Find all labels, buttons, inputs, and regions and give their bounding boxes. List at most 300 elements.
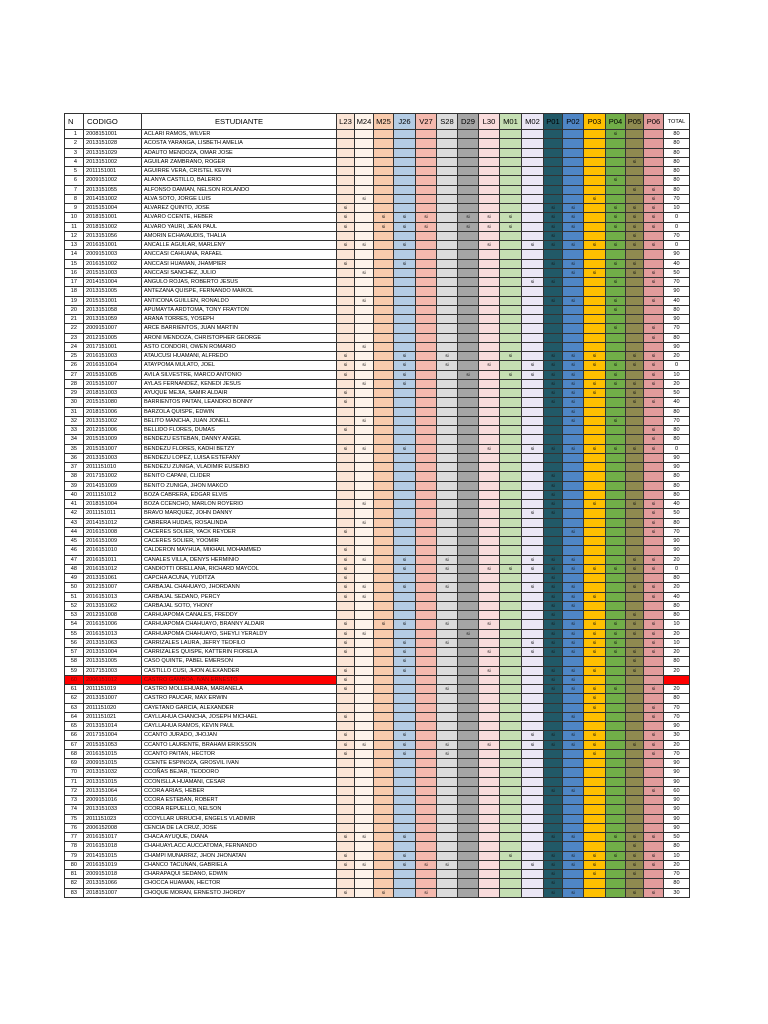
attendance-cell-d29 (458, 805, 479, 814)
row-number: 66 (65, 731, 84, 740)
attendance-cell-d29 (458, 509, 479, 518)
attendance-cell-p06: si (644, 565, 664, 574)
attendance-cell-p03 (584, 583, 606, 592)
attendance-cell-p04 (606, 889, 626, 898)
attendance-cell-p01 (544, 343, 563, 352)
row-number: 72 (65, 787, 84, 796)
attendance-cell-m24 (355, 509, 374, 518)
attendance-cell-s28 (437, 398, 458, 407)
attendance-cell-m01 (500, 750, 522, 759)
attendance-cell-d29 (458, 694, 479, 703)
student-name: CHACA AYUQUE, DIANA (142, 833, 337, 842)
attendance-cell-m25 (374, 833, 394, 842)
attendance-cell-m01 (500, 408, 522, 417)
attendance-cell-d29 (458, 731, 479, 740)
attendance-cell-l23: si (337, 204, 355, 213)
student-code: 2014151015 (84, 852, 142, 861)
attendance-cell-p05 (626, 704, 644, 713)
attendance-cell-v27: si (416, 889, 437, 898)
attendance-cell-m02 (522, 528, 544, 537)
attendance-cell-m24 (355, 889, 374, 898)
attendance-cell-m02 (522, 852, 544, 861)
attendance-cell-m25 (374, 676, 394, 685)
attendance-cell-v27 (416, 796, 437, 805)
attendance-cell-p04: si (606, 833, 626, 842)
attendance-cell-m02: si (522, 556, 544, 565)
attendance-cell-p03 (584, 833, 606, 842)
attendance-cell-d29 (458, 500, 479, 509)
row-number: 11 (65, 223, 84, 232)
attendance-cell-l30: si (479, 620, 500, 629)
attendance-cell-d29 (458, 852, 479, 861)
student-code: 2012151005 (84, 334, 142, 343)
attendance-cell-m25 (374, 685, 394, 694)
attendance-cell-l23: si (337, 546, 355, 555)
attendance-cell-d29: si (458, 630, 479, 639)
attendance-cell-p03: si (584, 352, 606, 361)
attendance-cell-l23 (337, 232, 355, 241)
attendance-cell-p02: si (563, 213, 584, 222)
attendance-cell-p05: si (626, 361, 644, 370)
attendance-cell-p05 (626, 435, 644, 444)
total-cell: 40 (664, 398, 690, 407)
attendance-cell-d29 (458, 704, 479, 713)
total-cell: 80 (664, 408, 690, 417)
table-row (65, 398, 690, 407)
attendance-cell-v27 (416, 361, 437, 370)
attendance-cell-s28 (437, 815, 458, 824)
attendance-cell-p06: si (644, 278, 664, 287)
header-estudiante: ESTUDIANTE (142, 114, 337, 130)
attendance-cell-p03 (584, 463, 606, 472)
attendance-cell-l30 (479, 352, 500, 361)
attendance-cell-p06: si (644, 241, 664, 250)
attendance-cell-j26 (394, 528, 416, 537)
attendance-cell-l23 (337, 149, 355, 158)
total-cell: 20 (664, 630, 690, 639)
attendance-cell-p03 (584, 287, 606, 296)
attendance-cell-p04 (606, 805, 626, 814)
attendance-cell-p02: si (563, 352, 584, 361)
attendance-cell-m02 (522, 879, 544, 888)
student-code: 2013151058 (84, 306, 142, 315)
attendance-cell-l30 (479, 861, 500, 870)
attendance-cell-m25 (374, 426, 394, 435)
attendance-cell-m01 (500, 546, 522, 555)
attendance-cell-s28 (437, 852, 458, 861)
attendance-cell-l30 (479, 879, 500, 888)
attendance-cell-m25 (374, 778, 394, 787)
student-name: ALVAREZ QUINTO, JOSE (142, 204, 337, 213)
table-row (65, 778, 690, 787)
total-cell: 80 (664, 574, 690, 583)
total-cell: 80 (664, 491, 690, 500)
attendance-cell-j26 (394, 389, 416, 398)
table-row (65, 741, 690, 750)
attendance-cell-l23 (337, 704, 355, 713)
attendance-cell-p02 (563, 842, 584, 851)
attendance-cell-l30 (479, 463, 500, 472)
attendance-cell-l30 (479, 176, 500, 185)
attendance-cell-m01 (500, 241, 522, 250)
attendance-cell-m24 (355, 657, 374, 666)
attendance-cell-p01 (544, 704, 563, 713)
attendance-cell-j26 (394, 870, 416, 879)
attendance-cell-p06: si (644, 741, 664, 750)
table-row (65, 620, 690, 629)
attendance-cell-m24 (355, 371, 374, 380)
table-row (65, 139, 690, 148)
row-number: 70 (65, 768, 84, 777)
attendance-cell-p03: si (584, 750, 606, 759)
attendance-cell-p03 (584, 204, 606, 213)
student-code: 2014151004 (84, 278, 142, 287)
attendance-cell-m25 (374, 158, 394, 167)
attendance-cell-p02: si (563, 889, 584, 898)
attendance-cell-m24 (355, 852, 374, 861)
attendance-cell-l23 (337, 824, 355, 833)
attendance-cell-j26: si (394, 648, 416, 657)
attendance-cell-v27: si (416, 861, 437, 870)
attendance-cell-v27 (416, 500, 437, 509)
total-cell: 80 (664, 139, 690, 148)
attendance-cell-p01 (544, 139, 563, 148)
attendance-cell-m24 (355, 482, 374, 491)
attendance-cell-m02 (522, 324, 544, 333)
attendance-cell-p02: si (563, 648, 584, 657)
attendance-cell-p05 (626, 713, 644, 722)
header-p04: P04 (606, 114, 626, 130)
student-name: CCONISLLA HUAMANI, CESAR (142, 778, 337, 787)
attendance-cell-m01 (500, 250, 522, 259)
header-total: TOTAL (664, 114, 690, 130)
attendance-cell-p03 (584, 139, 606, 148)
attendance-cell-p05 (626, 593, 644, 602)
attendance-cell-p06: si (644, 583, 664, 592)
attendance-cell-p02: si (563, 223, 584, 232)
attendance-cell-p03 (584, 408, 606, 417)
attendance-cell-p05 (626, 750, 644, 759)
attendance-cell-l30 (479, 315, 500, 324)
attendance-cell-d29 (458, 889, 479, 898)
student-code: 2017151002 (84, 472, 142, 481)
attendance-cell-p06 (644, 667, 664, 676)
attendance-cell-p01: si (544, 361, 563, 370)
student-code: 2016151010 (84, 546, 142, 555)
attendance-cell-p05 (626, 759, 644, 768)
attendance-cell-l23 (337, 315, 355, 324)
attendance-cell-p02: si (563, 741, 584, 750)
attendance-cell-p03: si (584, 445, 606, 454)
student-code: 2018151001 (84, 213, 142, 222)
attendance-cell-s28 (437, 463, 458, 472)
attendance-cell-m25 (374, 500, 394, 509)
table-row (65, 213, 690, 222)
attendance-cell-m25 (374, 824, 394, 833)
attendance-cell-p06 (644, 454, 664, 463)
table-row (65, 352, 690, 361)
attendance-cell-p02: si (563, 417, 584, 426)
attendance-cell-p02: si (563, 371, 584, 380)
attendance-cell-l23 (337, 509, 355, 518)
student-code: 2011151010 (84, 463, 142, 472)
attendance-cell-m01 (500, 186, 522, 195)
attendance-cell-m25 (374, 509, 394, 518)
total-cell: 90 (664, 315, 690, 324)
attendance-cell-p01 (544, 528, 563, 537)
student-code: 2014151009 (84, 482, 142, 491)
table-row (65, 186, 690, 195)
attendance-cell-p05: si (626, 556, 644, 565)
attendance-cell-m24 (355, 565, 374, 574)
attendance-cell-p05 (626, 130, 644, 139)
attendance-cell-j26 (394, 824, 416, 833)
attendance-cell-m25 (374, 149, 394, 158)
row-number: 79 (65, 852, 84, 861)
student-name: BARZOLA QUISPE, EDWIN (142, 408, 337, 417)
attendance-cell-s28 (437, 287, 458, 296)
attendance-cell-m24 (355, 213, 374, 222)
attendance-cell-p02 (563, 778, 584, 787)
attendance-cell-p02 (563, 195, 584, 204)
total-cell: 90 (664, 778, 690, 787)
attendance-cell-p05 (626, 639, 644, 648)
attendance-cell-v27 (416, 741, 437, 750)
attendance-cell-p01: si (544, 297, 563, 306)
attendance-cell-l23 (337, 435, 355, 444)
student-code: 2013151004 (84, 648, 142, 657)
attendance-cell-l23 (337, 130, 355, 139)
student-code: 2017151004 (84, 731, 142, 740)
attendance-cell-p04 (606, 528, 626, 537)
student-code: 2013151002 (84, 417, 142, 426)
student-name: CHANCO TACUNAN, GABRIELA (142, 861, 337, 870)
total-cell: 50 (664, 833, 690, 842)
attendance-cell-p04 (606, 334, 626, 343)
attendance-cell-m01 (500, 889, 522, 898)
attendance-cell-p03 (584, 602, 606, 611)
total-cell: 10 (664, 620, 690, 629)
attendance-cell-m02 (522, 297, 544, 306)
attendance-cell-v27 (416, 445, 437, 454)
attendance-cell-m02 (522, 685, 544, 694)
attendance-cell-l30 (479, 186, 500, 195)
attendance-cell-m01 (500, 685, 522, 694)
student-name: BENDEZU ZUNIGA, VLADIMIR EUSEBIO (142, 463, 337, 472)
attendance-cell-s28 (437, 805, 458, 814)
table-row (65, 408, 690, 417)
table-row (65, 500, 690, 509)
attendance-cell-j26: si (394, 352, 416, 361)
attendance-cell-d29 (458, 750, 479, 759)
attendance-cell-p03 (584, 417, 606, 426)
attendance-cell-l30 (479, 611, 500, 620)
attendance-cell-p06: si (644, 731, 664, 740)
attendance-cell-m01 (500, 334, 522, 343)
table-row (65, 833, 690, 842)
attendance-cell-l30 (479, 824, 500, 833)
attendance-cell-p05 (626, 454, 644, 463)
attendance-cell-p01: si (544, 380, 563, 389)
attendance-cell-l30 (479, 408, 500, 417)
attendance-cell-p06 (644, 694, 664, 703)
attendance-cell-m24: si (355, 343, 374, 352)
attendance-cell-p02 (563, 278, 584, 287)
attendance-cell-j26 (394, 519, 416, 528)
attendance-cell-p04: si (606, 223, 626, 232)
attendance-cell-j26 (394, 704, 416, 713)
total-cell: 70 (664, 417, 690, 426)
attendance-cell-p04: si (606, 630, 626, 639)
attendance-cell-j26: si (394, 620, 416, 629)
attendance-cell-l30 (479, 278, 500, 287)
attendance-cell-v27 (416, 722, 437, 731)
attendance-cell-m02 (522, 223, 544, 232)
student-code: 2016151009 (84, 537, 142, 546)
attendance-cell-m01: si (500, 223, 522, 232)
attendance-cell-p05 (626, 417, 644, 426)
attendance-cell-p04 (606, 796, 626, 805)
attendance-cell-d29 (458, 583, 479, 592)
header-m24: M24 (355, 114, 374, 130)
attendance-cell-v27 (416, 149, 437, 158)
attendance-cell-p02: si (563, 593, 584, 602)
attendance-cell-p04 (606, 315, 626, 324)
attendance-cell-j26 (394, 287, 416, 296)
attendance-cell-p04 (606, 842, 626, 851)
attendance-cell-l23: si (337, 361, 355, 370)
attendance-cell-m25 (374, 463, 394, 472)
attendance-cell-m25 (374, 694, 394, 703)
student-name: CCOYLLAR URRUCHI, ENGELS VLADIMIR (142, 815, 337, 824)
attendance-cell-l23 (337, 815, 355, 824)
attendance-cell-m01 (500, 454, 522, 463)
student-name: ARCE BARRIENTOS, JUAN MARTIN (142, 324, 337, 333)
student-code: 2013151005 (84, 287, 142, 296)
attendance-cell-p05 (626, 509, 644, 518)
table-row (65, 824, 690, 833)
attendance-cell-v27 (416, 186, 437, 195)
attendance-cell-p03 (584, 482, 606, 491)
attendance-cell-m24 (355, 389, 374, 398)
attendance-cell-m02 (522, 186, 544, 195)
attendance-cell-m01: si (500, 565, 522, 574)
attendance-cell-l23 (337, 491, 355, 500)
total-cell: 70 (664, 232, 690, 241)
attendance-cell-d29 (458, 149, 479, 158)
attendance-cell-p04: si (606, 204, 626, 213)
attendance-cell-l30 (479, 778, 500, 787)
attendance-cell-p06: si (644, 648, 664, 657)
attendance-cell-m24 (355, 463, 374, 472)
attendance-cell-m24 (355, 287, 374, 296)
attendance-cell-p03 (584, 657, 606, 666)
student-code: 2006152008 (84, 824, 142, 833)
attendance-cell-s28 (437, 408, 458, 417)
attendance-cell-v27 (416, 648, 437, 657)
attendance-cell-m02 (522, 519, 544, 528)
attendance-cell-s28 (437, 519, 458, 528)
table-row (65, 583, 690, 592)
attendance-cell-p05: si (626, 158, 644, 167)
attendance-cell-p02 (563, 537, 584, 546)
attendance-cell-j26 (394, 787, 416, 796)
student-name: ALFONSO DAMIAN, NELSON ROLANDO (142, 186, 337, 195)
attendance-cell-p05: si (626, 842, 644, 851)
attendance-cell-m25 (374, 556, 394, 565)
attendance-cell-p03: si (584, 667, 606, 676)
student-name: CHARAPAQUI SEDANO, EDWIN (142, 870, 337, 879)
attendance-cell-p04 (606, 482, 626, 491)
attendance-cell-p06: si (644, 361, 664, 370)
attendance-cell-p02 (563, 546, 584, 555)
attendance-cell-m24 (355, 704, 374, 713)
attendance-cell-m25 (374, 750, 394, 759)
table-row (65, 842, 690, 851)
student-name: CCORA ARIAS, HEBER (142, 787, 337, 796)
attendance-cell-p05: si (626, 186, 644, 195)
attendance-cell-s28 (437, 731, 458, 740)
attendance-cell-p05 (626, 528, 644, 537)
attendance-cell-v27 (416, 241, 437, 250)
attendance-cell-m25 (374, 398, 394, 407)
attendance-cell-p05: si (626, 398, 644, 407)
attendance-cell-v27 (416, 260, 437, 269)
student-code: 2009151003 (84, 250, 142, 259)
student-code: 2015151053 (84, 741, 142, 750)
student-code: 2015151080 (84, 398, 142, 407)
attendance-cell-j26 (394, 815, 416, 824)
attendance-cell-p06: si (644, 223, 664, 232)
attendance-cell-p02 (563, 454, 584, 463)
attendance-cell-m25 (374, 704, 394, 713)
student-name: ANCCASI CAHUANA, RAFAEL (142, 250, 337, 259)
total-cell: 90 (664, 546, 690, 555)
table-row (65, 269, 690, 278)
attendance-cell-p03 (584, 778, 606, 787)
attendance-cell-p06 (644, 130, 664, 139)
attendance-cell-j26: si (394, 852, 416, 861)
attendance-cell-m02 (522, 435, 544, 444)
attendance-cell-v27 (416, 130, 437, 139)
attendance-cell-d29 (458, 398, 479, 407)
attendance-cell-p05 (626, 796, 644, 805)
table-row (65, 232, 690, 241)
attendance-cell-p03: si (584, 861, 606, 870)
student-code: 2018151004 (84, 500, 142, 509)
attendance-cell-l30: si (479, 445, 500, 454)
attendance-cell-p04 (606, 676, 626, 685)
attendance-cell-m02 (522, 778, 544, 787)
table-row (65, 667, 690, 676)
row-number: 20 (65, 306, 84, 315)
attendance-cell-m01 (500, 630, 522, 639)
student-name: ATAUCUSI HUAMANI, ALFREDO (142, 352, 337, 361)
attendance-cell-l30: si (479, 361, 500, 370)
student-code: 2015151005 (84, 371, 142, 380)
attendance-cell-v27 (416, 778, 437, 787)
attendance-cell-p01: si (544, 630, 563, 639)
student-name: ARANA TORRES, YOSEPH (142, 315, 337, 324)
attendance-cell-p05: si (626, 204, 644, 213)
row-number: 82 (65, 879, 84, 888)
attendance-cell-p05: si (626, 833, 644, 842)
attendance-cell-p06: si (644, 519, 664, 528)
attendance-cell-l30 (479, 574, 500, 583)
attendance-cell-m25 (374, 371, 394, 380)
row-number: 3 (65, 149, 84, 158)
attendance-cell-m25 (374, 380, 394, 389)
